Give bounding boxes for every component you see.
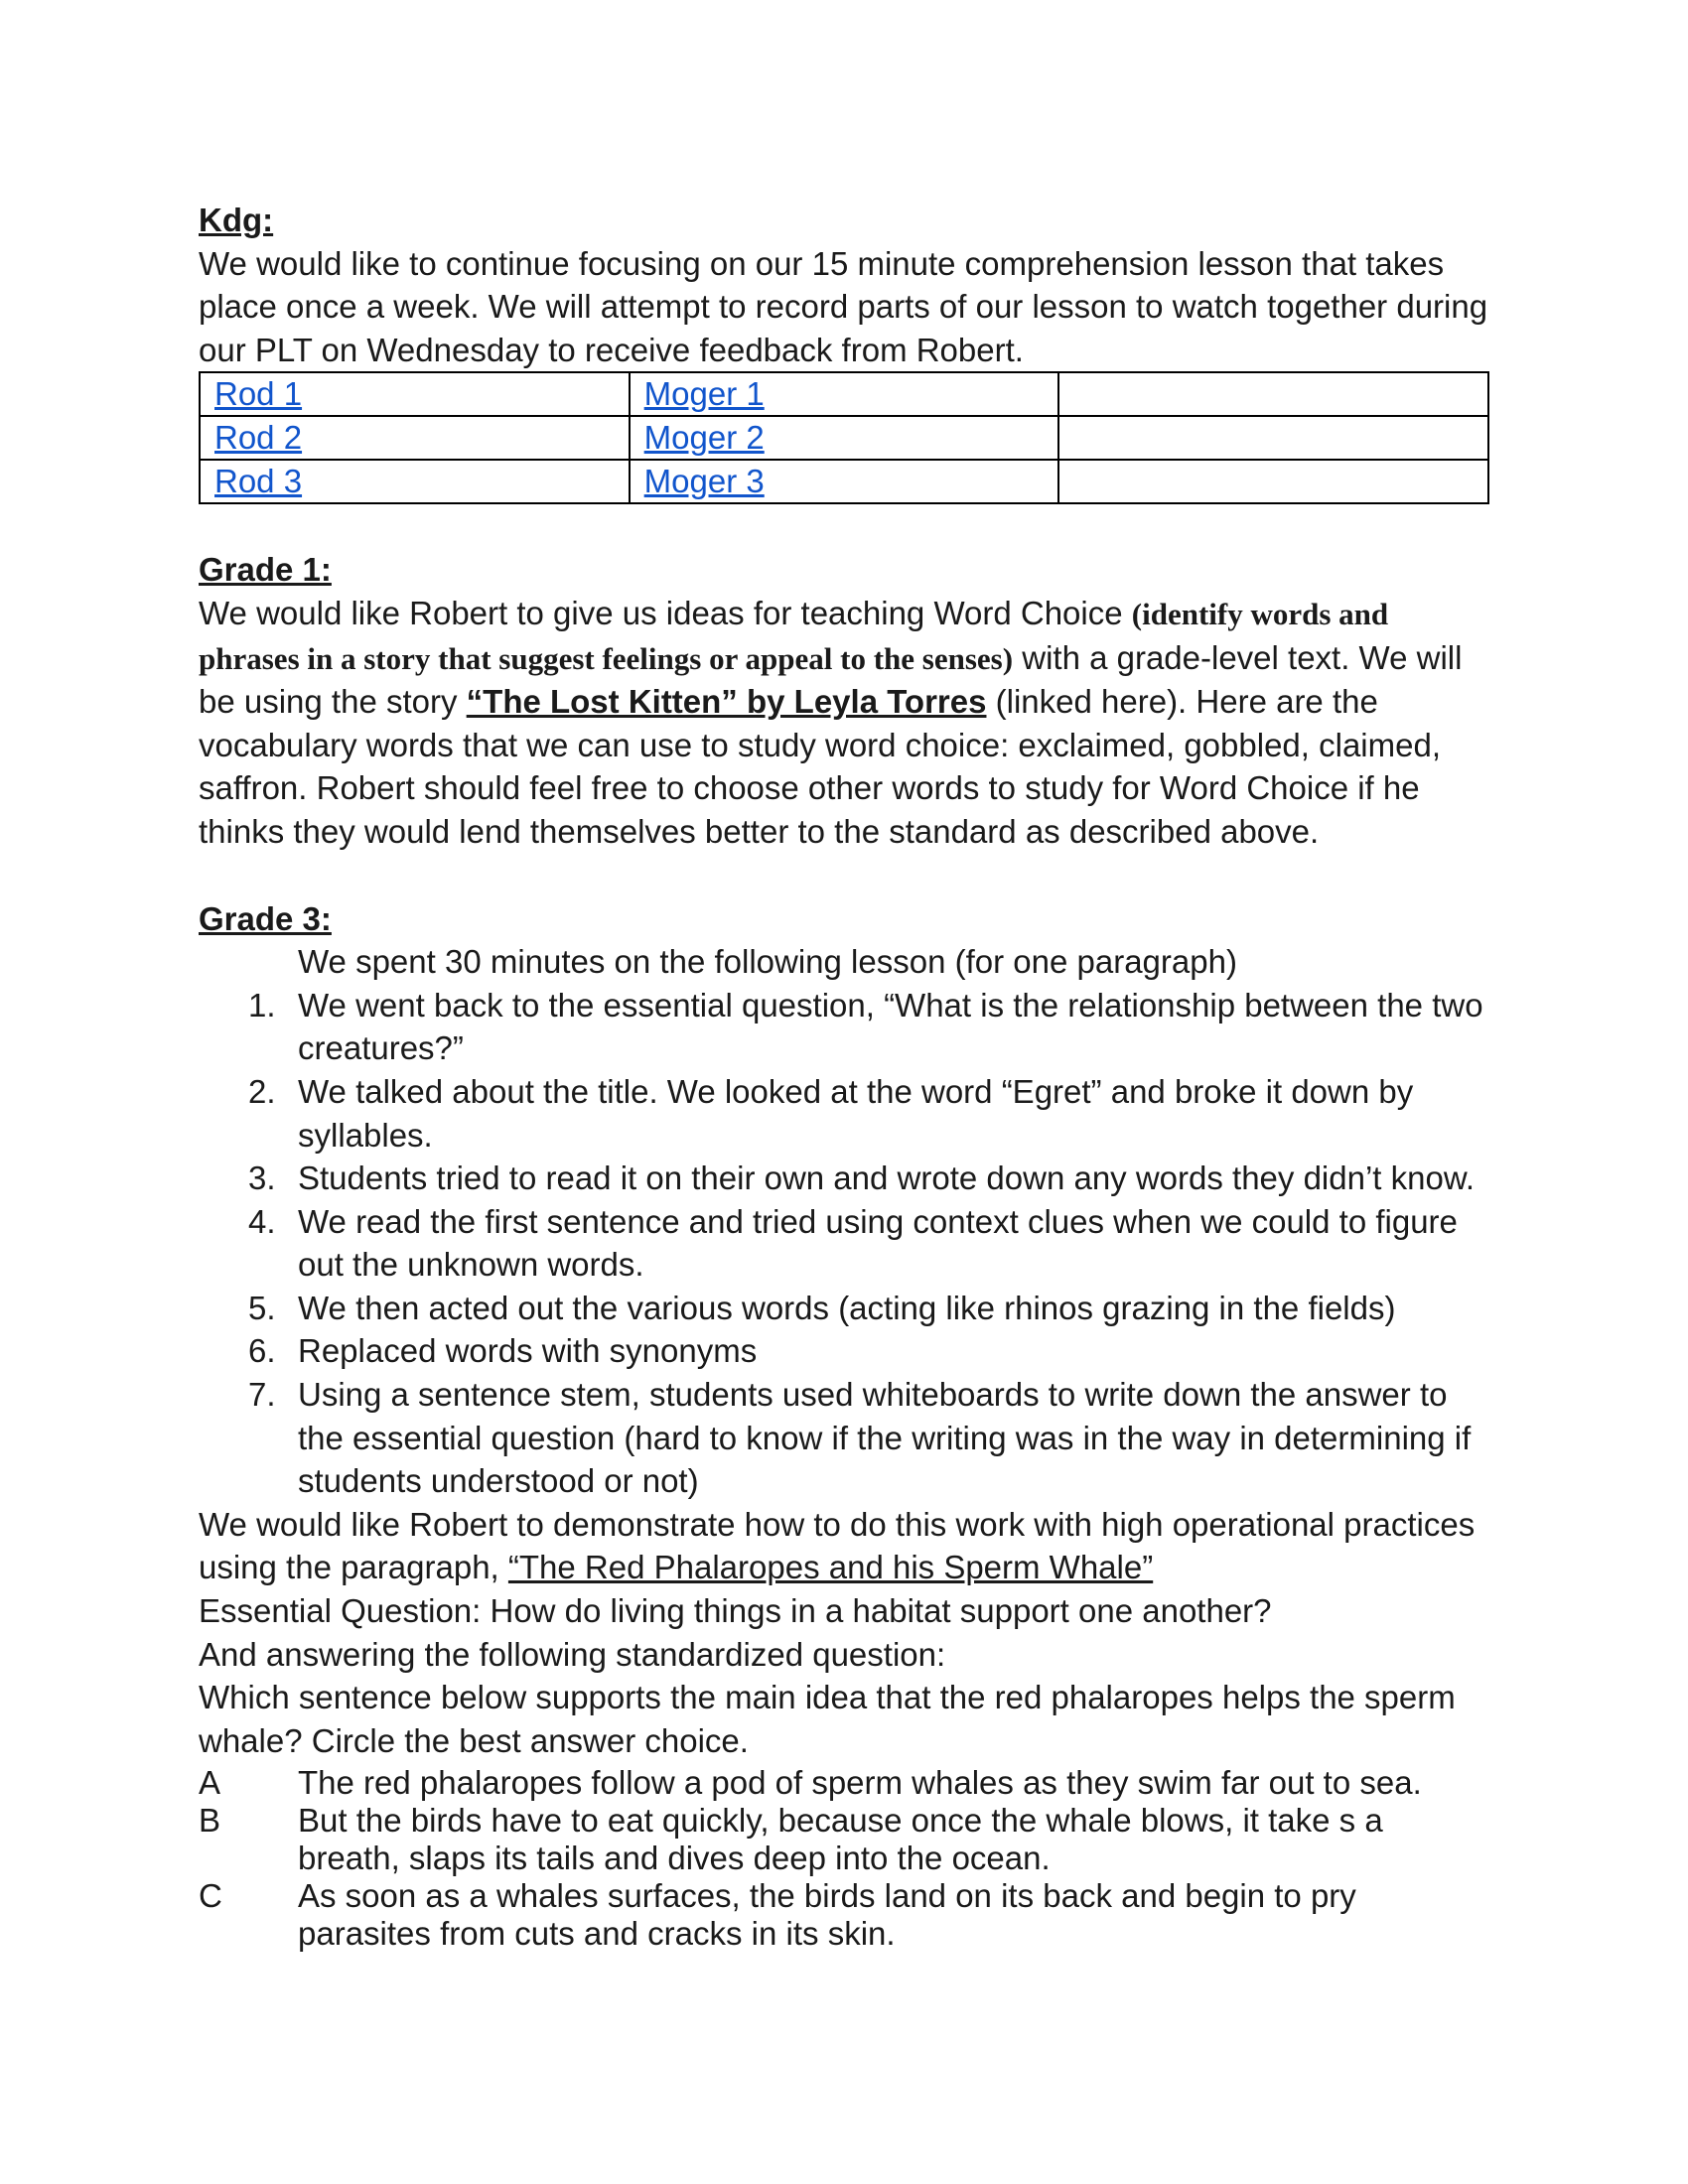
table-cell (200, 460, 630, 503)
step-number: 5. (248, 1289, 276, 1326)
answer-choice-a (199, 1764, 1489, 1802)
table-cell (630, 460, 1059, 503)
demo-paragraph (199, 1503, 1489, 1589)
choice-letter: B (199, 1802, 221, 1840)
table-cell (630, 416, 1059, 460)
section-spacer (199, 854, 1489, 897)
kdg-heading: Kdg: (199, 202, 274, 238)
table-cell (630, 372, 1059, 416)
kdg-section (199, 199, 1489, 504)
list-item (199, 1157, 1489, 1200)
step-text: Using a sentence stem, students used whiteboards to write down the answer to the essential question (hard to know if the writing was in the way in determining if students understood or not) (298, 1376, 1472, 1500)
rod-1-link[interactable]: Rod 1 (214, 375, 303, 413)
table-cell-empty (1058, 416, 1488, 460)
step-text: We then acted out the various words (acting like rhinos grazing in the fields) (298, 1289, 1396, 1326)
demo-text: We would like Robert to demonstrate how to do this work with high operational practices using the paragraph, (199, 1505, 1476, 1586)
table-row (200, 416, 1488, 460)
list-item (199, 1287, 1489, 1330)
moger-3-link[interactable]: Moger 3 (643, 463, 765, 500)
step-number: 7. (248, 1376, 276, 1414)
step-number: 6. (248, 1332, 276, 1370)
answering-line: And answering the following standardized question: (199, 1635, 946, 1673)
choice-text: The red phalaropes follow a pod of sperm whales as they swim far out to sea. (298, 1764, 1422, 1802)
answer-choice-c (199, 1877, 1489, 1953)
table-row (200, 460, 1488, 503)
essential-question: Essential Question: How do living things in a habitat support one another? (199, 1592, 1272, 1630)
step-text: We read the first sentence and tried using context clues when we could to figure out the unknown words. (298, 1202, 1458, 1284)
kdg-links-table (199, 371, 1489, 504)
choice-text: But the birds have to eat quickly, because once the whale blows, it take s a breath, slaps its tails and dives deep into the ocean. (298, 1802, 1383, 1877)
step-number: 3. (248, 1160, 276, 1197)
choice-letter: A (199, 1764, 221, 1802)
table-cell-empty (1058, 460, 1488, 503)
moger-1-link[interactable]: Moger 1 (643, 375, 765, 413)
list-item (199, 984, 1489, 1070)
step-text: Replaced words with synonyms (298, 1332, 758, 1370)
lost-kitten-link[interactable]: “The Lost Kitten” by Leyla Torres (466, 683, 987, 721)
grade1-standard: (identify words and phrases in a story that suggest feelings or appeal to the senses) (199, 596, 1389, 676)
step-text: We talked about the title. We looked at the word “Egret” and broke it down by syllables. (298, 1072, 1414, 1154)
document-page (199, 199, 1489, 1953)
table-cell (200, 372, 630, 416)
kdg-paragraph: We would like to continue focusing on our 15 minute comprehension lesson that takes place once a week. We will attempt to record parts of our lesson to watch together during our PLT on Wednesday to receive feedback from Robert. (199, 244, 1488, 368)
answer-choice-b (199, 1802, 1489, 1877)
grade3-intro: We spent 30 minutes on the following lesson (for one paragraph) (298, 943, 1237, 981)
list-item (199, 1373, 1489, 1503)
list-item (199, 1200, 1489, 1287)
grade3-heading: Grade 3: (199, 899, 332, 937)
grade1-text-part3: (linked here). Here are the vocabulary words that we can use to study word choice: exclaimed, gobbled, claimed, saffron. Robert should feel free to choose other words to study for Word Choice if he thinks they would lend themselves better to the standard as described above. (199, 683, 1441, 850)
grade3-section (199, 897, 1489, 1954)
rod-3-link[interactable]: Rod 3 (214, 463, 303, 500)
red-phalaropes-link[interactable]: “The Red Phalaropes and his Sperm Whale” (507, 1549, 1154, 1586)
rod-2-link[interactable]: Rod 2 (214, 419, 303, 457)
moger-2-link[interactable]: Moger 2 (643, 419, 765, 457)
answer-choices (199, 1764, 1489, 1953)
grade1-heading: Grade 1: (199, 551, 332, 589)
table-cell (200, 416, 630, 460)
grade1-text-part2: with a grade-level text. We will be using the story (199, 638, 1463, 721)
grade1-section (199, 548, 1489, 853)
grade1-paragraph (199, 592, 1489, 854)
step-number: 4. (248, 1202, 276, 1240)
choice-text: As soon as a whales surfaces, the birds land on its back and begin to pry parasites from cuts and cracks in its skin. (298, 1877, 1356, 1953)
table-row (200, 372, 1488, 416)
choice-letter: C (199, 1877, 222, 1915)
lesson-steps-list (199, 984, 1489, 1503)
list-item (199, 1070, 1489, 1157)
step-number: 2. (248, 1072, 276, 1110)
step-text: Students tried to read it on their own and wrote down any words they didn’t know. (298, 1160, 1476, 1197)
step-text: We went back to the essential question, “What is the relationship between the two creatures?” (298, 986, 1483, 1067)
standardized-question: Which sentence below supports the main idea that the red phalaropes helps the sperm whale? Circle the best answer choice. (199, 1679, 1456, 1759)
table-cell-empty (1058, 372, 1488, 416)
grade1-text-part1: We would like Robert to give us ideas for teaching Word Choice (199, 594, 1132, 631)
list-item (199, 1329, 1489, 1373)
step-number: 1. (248, 986, 276, 1024)
section-spacer (199, 504, 1489, 548)
